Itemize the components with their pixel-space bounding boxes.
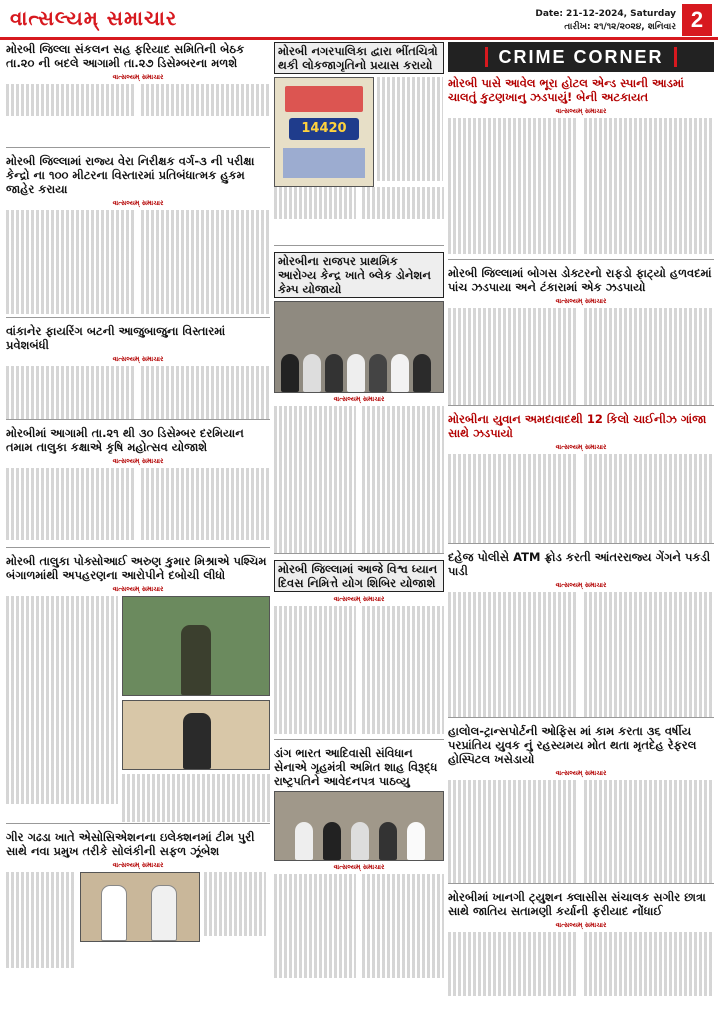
article-hotel-spa (448, 76, 714, 260)
article-byline: વાત્સલ્યમ્ સમાચાર (555, 107, 607, 115)
article-halol-death (448, 724, 714, 884)
article-byline: વાત્સલ્યમ્ સમાચાર (555, 921, 607, 929)
issue-date-english: Date: 21-12-2024, Saturday (535, 9, 676, 19)
article-ganja-seized (448, 412, 714, 544)
article-headline: મોરબી જિલ્લા સંકલન સહ ફરિયાદ સમિતિની બેઠક તા.૨૦ ની બદલે આગામી તા.૨૭ ડિસેમ્બરના મળશે (6, 42, 245, 70)
article-body (6, 872, 76, 968)
article-headline: ડાંગ ભારત આદિવાસી સંવિધાન સેનાએ ગૃહમંત્રી અમિત શાહ વિરૂદ્ધ રાષ્ટ્રપતિને આવેદનપત્ર પાઠવ્યુ (274, 746, 438, 788)
article-body (274, 874, 444, 978)
article-headline: મોરબી જિલ્લામાં રાજ્ય વેરા નિરીક્ષક વર્ગ-૩ ની પરીક્ષા કેન્દ્રો ના ૧૦૦ મીટરના વિસ્તારમાં પ્રતિબંધાત્મક હુકમ જાહેર કરાયા (6, 154, 255, 196)
crime-corner-label: CRIME CORNER (485, 47, 676, 67)
blood-donation-group-photo (274, 301, 444, 393)
crime-corner-banner (448, 42, 714, 72)
article-byline: વાત્સલ્યમ્ સમાચાર (555, 581, 607, 589)
article-byline: વાત્સલ્યમ્ સમાચાર (112, 355, 164, 363)
police-officer-photo (122, 596, 270, 696)
article-byline: વાત્સલ્યમ્ સમાચાર (333, 595, 385, 603)
article-body (448, 118, 714, 254)
right-column (448, 42, 714, 1024)
article-body (274, 606, 444, 734)
article-headline: દહેજ પોલીસે ATM ફ્રોડ કરતી આંતરરાજ્ય ગેંગને પકડી પાડી (448, 550, 711, 578)
article-body (274, 406, 444, 554)
article-byline: વાત્સલ્યમ્ સમાચાર (555, 769, 607, 777)
article-headline: મોરબી જિલ્લામાં આજે વિશ્વ ધ્યાન દિવસ નિમિત્તે યોગ શિબિર યોજાશે (274, 560, 444, 592)
article-headline: મોરબી તાલુકા પોક્સોઆઈ અરુણ કુમાર મિશ્રાએ પશ્ચિમ બંગાળમાંથી અપહરણના આરોપીને દબોચી લીધો (6, 554, 267, 582)
middle-column (274, 42, 444, 1024)
wall-painting-photo (274, 77, 374, 187)
article-headline: મોરબીના રાજપર પ્રાથમિક આરોગ્ય કેન્દ્ર ખાતે બ્લેક ડોનેશન કેમ્પ યોજાયો (274, 252, 444, 298)
article-byline: વાત્સલ્યમ્ સમાચાર (333, 863, 385, 871)
issue-date-gujarati: તારીખ: ૨૧/૧૨/૨૦૨૪, શનિવાર (564, 22, 676, 32)
article-headline: મોરબી પાસે આવેલ ભૂરા હોટલ એન્ડ સ્પાની આડમાં ચાલતું કુટણખાનુ ઝડપાયું! બેની અટકાયત (448, 76, 684, 104)
article-body (6, 468, 270, 540)
article-wall-paintings (274, 42, 444, 246)
article-yoga-camp (274, 560, 444, 740)
helpline-number: 14420 (289, 118, 359, 140)
article-headline: મોરબીમાં આગામી તા.૨૧ થી ૩૦ ડિસેમ્બર દરમિયાન તમામ તાલુકા કક્ષાએ કૃષિ મહોત્સવ યોજાશે (6, 426, 244, 454)
article-body (448, 932, 714, 996)
article-byline: વાત્સલ્યમ્ સમાચાર (555, 443, 607, 451)
article-byline: વાત્સલ્યમ્ સમાચાર (112, 585, 164, 593)
article-atm-fraud (448, 550, 714, 718)
article-gir-gadhada (6, 830, 270, 980)
article-byline: વાત્સલ્યમ્ સમાચાર (112, 199, 164, 207)
article-dang-memorandum (274, 746, 444, 1006)
article-exam-order (6, 154, 270, 318)
article-body-continued (122, 774, 270, 822)
association-photo (80, 872, 200, 942)
article-byline: વાત્સલ્યમ્ સમાચાર (112, 861, 164, 869)
article-body (448, 454, 714, 544)
memorandum-photo (274, 791, 444, 861)
article-headline: મોરબીના યુવાન અમદાવાદથી 12 કિલો ચાઈનીઝ ગાંજા સાથે ઝડપાયો (448, 412, 707, 440)
article-headline: મોરબીમાં ખાનગી ટ્યુશન ક્લાસીસ સંચાલક સગીર છાત્રા સાથે જાતિય સતામણી કર્યાની ફરીયાદ નોંધાઈ (448, 890, 706, 918)
article-body (6, 210, 270, 314)
page-number: 2 (682, 4, 712, 36)
article-body (448, 780, 714, 884)
article-tuition-harassment (448, 890, 714, 1000)
article-headline: વાંકાનેર ફાયરિંગ બટની આજુબાજુના વિસ્તારમાં પ્રવેશબંધી (6, 324, 226, 352)
article-body-lower (274, 187, 444, 219)
article-body (6, 84, 270, 116)
issue-date (535, 8, 676, 34)
article-byline: વાત્સલ્યમ્ સમાચાર (555, 297, 607, 305)
article-headline: મોરબી નગરપાલિકા દ્વારા ભીંતચિત્રો થકી લોકજાગૃતિનો પ્રયાસ કરાયો (274, 42, 444, 74)
article-blood-donation (274, 252, 444, 554)
article-sankalan (6, 42, 270, 148)
article-pocso (6, 554, 270, 824)
article-body-side (204, 872, 266, 968)
article-body (6, 596, 118, 822)
article-krushi (6, 426, 270, 548)
article-body (6, 366, 270, 420)
masthead (0, 0, 718, 40)
article-byline: વાત્સલ્યમ્ સમાચાર (333, 395, 385, 403)
article-body (448, 308, 714, 406)
article-byline: વાત્સલ્યમ્ સમાચાર (112, 73, 164, 81)
accused-photo (122, 700, 270, 770)
article-body (448, 592, 714, 718)
article-headline: ગીર ગઢડા ખાતે એસોસિએશનના ઇલેક્શનમાં ટીમ પુરી સાથે નવા પ્રમુખ તરીકે સોલંકીની સફળ ઝૂંબેશ (6, 830, 255, 858)
article-bogus-doctors (448, 266, 714, 406)
newspaper-title: વાત્સલ્યમ્ સમાચાર (10, 6, 178, 30)
article-byline: વાત્સલ્યમ્ સમાચાર (112, 457, 164, 465)
article-headline: મોરબી જિલ્લામાં બોગસ ડોક્ટરનો રાફડો ફાટ્યો હળવદમાં પાંચ ઝડપાયા અને ટંકારામાં એક ઝડપાયો (448, 266, 712, 294)
article-body (377, 77, 443, 187)
left-column (6, 42, 270, 1024)
article-headline: હાલોલ-ટ્રાન્સપોર્ટની ઓફિસ માં કામ કરતા ૩૬ વર્ષીય પરપ્રાંતિય યુવક નું રહસ્યમય મોત થતા મૃતદેહ રેફરલ હોસ્પિટલ ખસેડાયો (448, 724, 697, 766)
article-firing-butt (6, 324, 270, 420)
